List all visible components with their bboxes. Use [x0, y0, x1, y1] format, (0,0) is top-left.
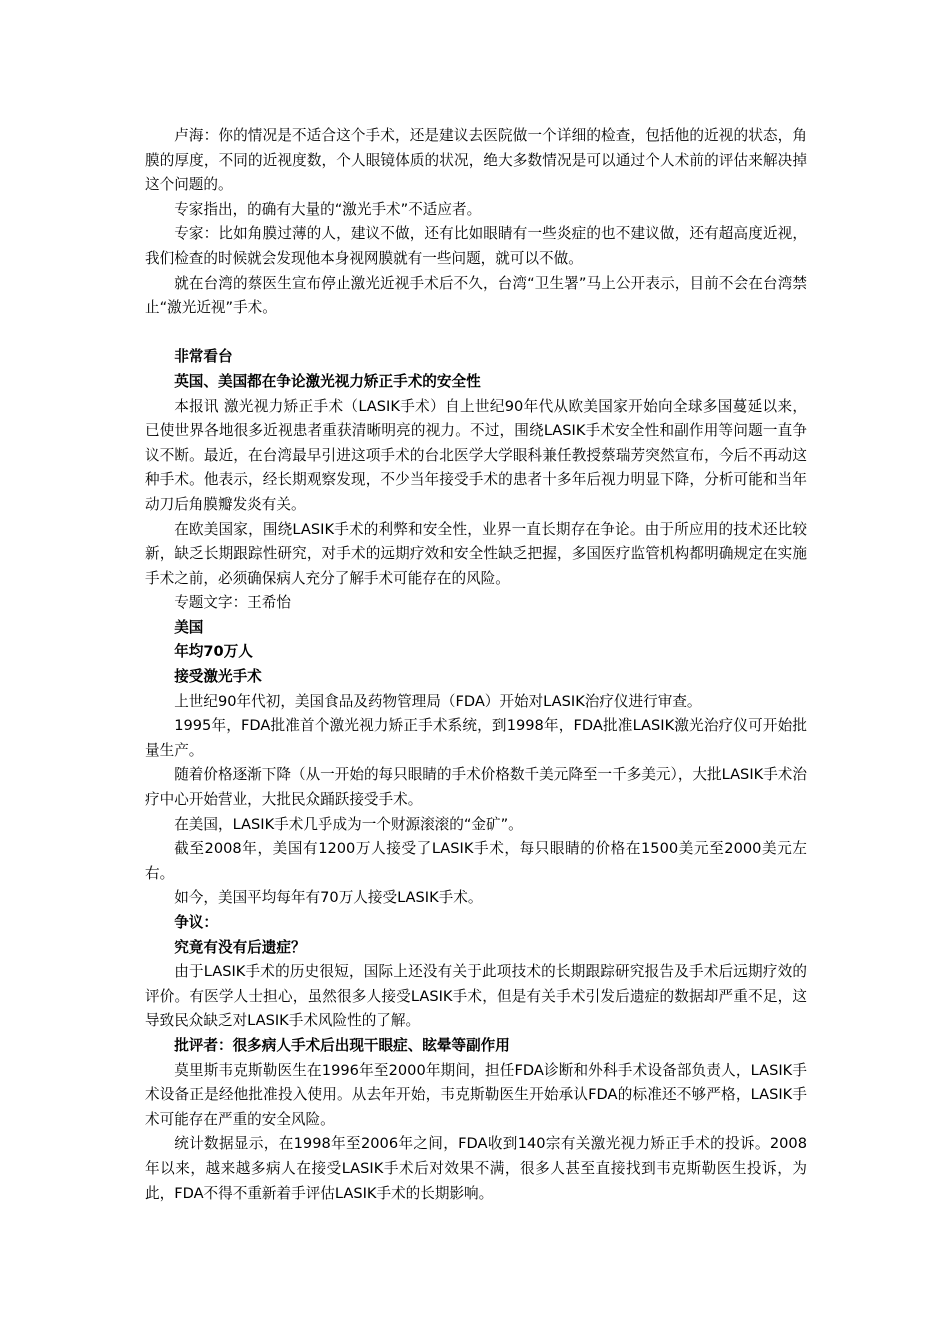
body-paragraph: 由于LASIK手术的历史很短，国际上还没有关于此项技术的长期跟踪研究报告及手术后远期疗效的评价。有医学人士担心，虽然很多人接受LASIK手术，但是有关手术引发后遗症的数据却严重不足，这导致民众缺乏对LASIK手术风险性的了解。 — [145, 963, 807, 1030]
body-paragraph: 如今，美国平均每年有70万人接受LASIK手术。 — [174, 889, 483, 907]
section-heading: 究竟有没有后遗症？ — [174, 938, 306, 956]
section-heading: 接受激光手术 — [174, 668, 262, 686]
document-body — [145, 124, 807, 1206]
body-paragraph: 在美国，LASIK手术几乎成为一个财源滚滚的“金矿”。 — [174, 815, 523, 833]
section-heading: 年均70万人 — [174, 643, 253, 661]
blank-line — [145, 321, 807, 346]
body-paragraph: 专家指出，的确有大量的“激光手术”不适应者。 — [174, 200, 482, 218]
body-paragraph: 莫里斯韦克斯勒医生在1996年至2000年期间，担任FDA诊断和外科手术设备部负责人，LASIK手术设备正是经他批准投入使用。从去年开始，韦克斯勒医生开始承认FDA的标准还不够严格，LASIK手术可能存在严重的安全风险。 — [145, 1061, 807, 1128]
body-paragraph: 1995年，FDA批准首个激光视力矫正手术系统，到1998年，FDA批准LASIK激光治疗仪可开始批量生产。 — [145, 717, 807, 759]
section-heading: 非常看台 — [174, 348, 233, 366]
body-paragraph: 截至2008年，美国有1200万人接受了LASIK手术，每只眼睛的价格在1500美元至2000美元左右。 — [145, 840, 807, 882]
body-paragraph: 随着价格逐渐下降（从一开始的每只眼睛的手术价格数千美元降至一千多美元），大批LASIK手术治疗中心开始营业，大批民众踊跃接受手术。 — [145, 766, 807, 809]
body-paragraph: 卢海：你的情况是不适合这个手术，还是建议去医院做一个详细的检查，包括他的近视的状态，角膜的厚度，不同的近视度数，个人眼镜体质的状况，绝大多数情况是可以通过个人术前的评估来解决掉这个问题的。 — [145, 127, 807, 194]
body-paragraph: 统计数据显示，在1998年至2006年之间，FDA收到140宗有关激光视力矫正手术的投诉。2008年以来，越来越多病人在接受LASIK手术后对效果不满，很多人甚至直接找到韦克斯勒医生投诉，为此，FDA不得不重新着手评估LASIK手术的长期影响。 — [145, 1135, 807, 1202]
body-paragraph: 专题文字：王希怡 — [174, 594, 291, 612]
section-heading: 英国、美国都在争论激光视力矫正手术的安全性 — [174, 372, 481, 390]
body-paragraph: 在欧美国家，围绕LASIK手术的利弊和安全性，业界一直长期存在争论。由于所应用的技术还比较新，缺乏长期跟踪性研究，对手术的远期疗效和安全性缺乏把握，多国医疗监管机构都明确规定在实施手术之前，必须确保病人充分了解手术可能存在的风险。 — [145, 520, 807, 587]
section-heading: 批评者：很多病人手术后出现干眼症、眩晕等副作用 — [174, 1036, 510, 1054]
body-paragraph: 就在台湾的蔡医生宣布停止激光近视手术后不久，台湾“卫生署”马上公开表示，目前不会在台湾禁止“激光近视”手术。 — [145, 274, 807, 317]
body-paragraph: 上世纪90年代初，美国食品及药物管理局（FDA）开始对LASIK治疗仪进行审查。 — [174, 692, 702, 710]
section-heading: 美国 — [174, 618, 204, 636]
body-paragraph: 专家：比如角膜过薄的人，建议不做，还有比如眼睛有一些炎症的也不建议做，还有超高度近视，我们检查的时候就会发现他本身视网膜就有一些问题，就可以不做。 — [145, 225, 807, 267]
body-paragraph: 本报讯 激光视力矫正手术（LASIK手术）自上世纪90年代从欧美国家开始向全球多国蔓延以来，已使世界各地很多近视患者重获清晰明亮的视力。不过，围绕LASIK手术安全性和副作用等问题一直争议不断。最近，在台湾最早引进这项手术的台北医学大学眼科兼任教授蔡瑞芳突然宣布，今后不再动这种手术。他表示，经长期观察发现，不少当年接受手术的患者十多年后视力明显下降，分析可能和当年动刀后角膜瓣发炎有关。 — [145, 397, 807, 513]
section-heading: 争议： — [174, 914, 218, 931]
